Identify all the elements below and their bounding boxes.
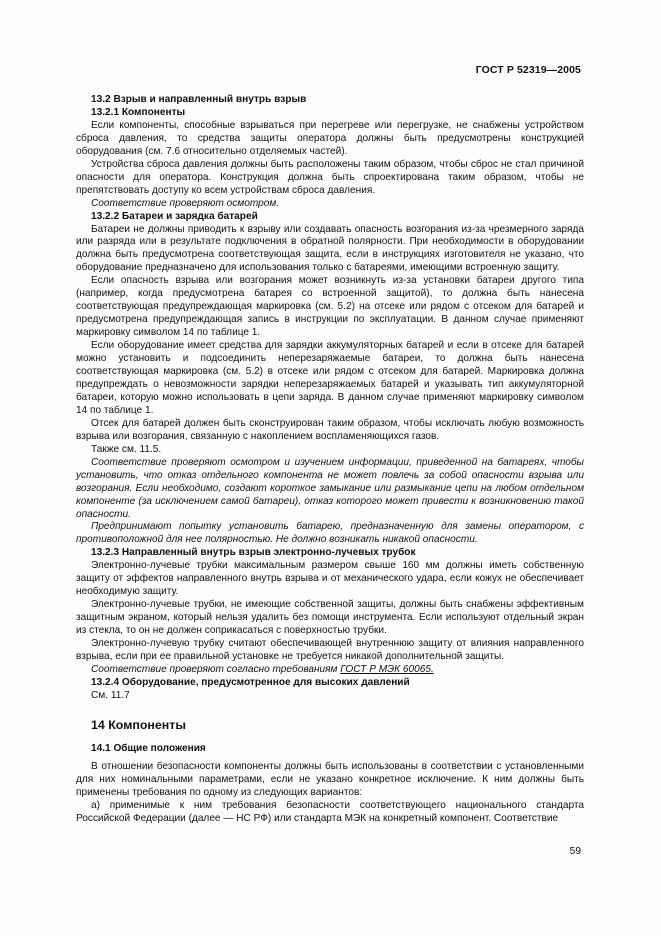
paragraph: См. 11.7	[91, 689, 130, 701]
section-14-1-title: 14.1 Общие положения	[91, 742, 206, 754]
section-13-2-4-title: 13.2.4 Оборудование, предусмотренное для высоких давлений	[91, 676, 410, 688]
list-item: а) применимые к ним требования безопасности соответствующего национального стандарта Российской Федерации (далее — НС РФ) или стандарта МЭК на конкретный компонент. Соответствие	[76, 799, 584, 824]
compliance-note: Соответствие проверяют осмотром и изучением информации, приведенной на батареях, чтобы установить, что отказ отдельного компонента не может повлечь за собой опасности взрыва или возгорания. Если необходимо, создают короткое замыкание или размыкание цепи на любом отдельном компоненте (за исключением самой батареи), отказ которого может привести к возникновению такой опасности.	[76, 456, 584, 520]
paragraph: Электронно-лучевую трубку считают обеспечивающей внутреннюю защиту от влияния направленного взрыва, если при ее правильной установке не требуется никакой дополнительной защиты.	[76, 638, 584, 662]
section-13-2-title: 13.2 Взрыв и направленный внутрь взрыв	[91, 94, 307, 105]
paragraph: Если опасность взрыва или возгорания может возникнуть из-за установки батареи другого типа (например, когда предусмотрена батарея со встроенной защитой), то должна быть нанесена соответствующая предупреждающая маркировка (см. 5.2) на отсеке или рядом с отсеком для батарей и предусмотрена предупреждающая запись в инструкции по эксплуатации. В данном случае применяют маркировку символом 14 по таблице 1.	[76, 275, 584, 339]
standard-header: ГОСТ Р 52319—2005	[475, 64, 581, 76]
page-number: 59	[569, 846, 581, 857]
paragraph: В отношении безопасности компоненты должны быть использованы в соответствии с установленными для них номинальными параметрами, если не указано конкретное исключение. К ним должны быть применены требования по одному из следующих вариантов:	[76, 760, 584, 798]
paragraph: Электронно-лучевые трубки, не имеющие собственной защиты, должны быть снабжены эффективным защитным экраном, который нельзя удалить без помощи инструмента. Если используют отдельный экран из стекла, то он не должен соприкасаться с поверхностью трубки.	[76, 599, 584, 637]
paragraph: Также см. 11.5.	[91, 443, 162, 455]
section-13-2-2-title: 13.2.2 Батареи и зарядка батарей	[91, 210, 258, 222]
section-13-2-1-title: 13.2.1 Компоненты	[91, 106, 186, 118]
compliance-note: Предпринимают попытку установить батарею, предназначенную для замены оператором, с противоположной для нее полярностью. Не должно возникать никакой опасности.	[76, 521, 584, 546]
compliance-note: Соответствие проверяют согласно требованиям ГОСТ Р МЭК 60065.	[91, 663, 434, 675]
paragraph: Электронно-лучевые трубки максимальным размером свыше 160 мм должны иметь собственную защиту от эффектов направленного внутрь взрыва и от механического удара, если кожух не обеспечивает необходимую защиту.	[76, 560, 584, 598]
paragraph: Устройства сброса давления должны быть расположены таким образом, чтобы сброс не стал причиной опасности для оператора. Конструкция должна быть спроектирована таким образом, чтобы не препятствовать доступу ко всем устройствам сброса давления.	[76, 158, 584, 196]
paragraph: Отсек для батарей должен быть сконструирован таким образом, чтобы исключать любую возможность взрыва или возгорания, связанную с накоплением воспламеняющихся газов.	[76, 417, 584, 442]
chapter-14-title: 14 Компоненты	[91, 717, 186, 732]
paragraph: Батареи не должны приводить к взрыву или создавать опасность возгорания из-за чрезмерного заряда или разряда или в результате подключения в обратной полярности. При необходимости в оборудовании должна быть предусмотрена соответствующая защита, если в инструкциях изготовителя не указано, что оборудование предназначено для использования только с батареями, имеющими встроенную защиту.	[76, 223, 584, 274]
paragraph: Если оборудование имеет средства для зарядки аккумуляторных батарей и если в отсеке для батарей можно установить и подсоединить неперезаряжаемые батареи, то должна быть нанесена соответствующая маркировка (см. 5.2) в отсеке или рядом с отсеком для батарей. Маркировка должна предупреждать о невозможности зарядки неперезаряжаемых батарей и указывать тип аккумуляторной батареи, которую можно использовать в цепи заряда. В данном случае применяют маркировку символом 14 по таблице 1.	[76, 340, 584, 416]
standard-reference-link: ГОСТ Р МЭК 60065.	[340, 663, 434, 675]
document-body	[76, 94, 584, 826]
paragraph: Если компоненты, способные взрываться при перегреве или перегрузке, не снабжены устройством сброса давления, то средства защиты оператора должны быть предусмотрены конструкцией оборудования (см. 7.6 относительно отделяемых частей).	[76, 119, 584, 157]
section-13-2-3-title: 13.2.3 Направленный внутрь взрыв электронно-лучевых трубок	[91, 547, 416, 559]
compliance-note: Соответствие проверяют осмотром.	[91, 197, 280, 209]
